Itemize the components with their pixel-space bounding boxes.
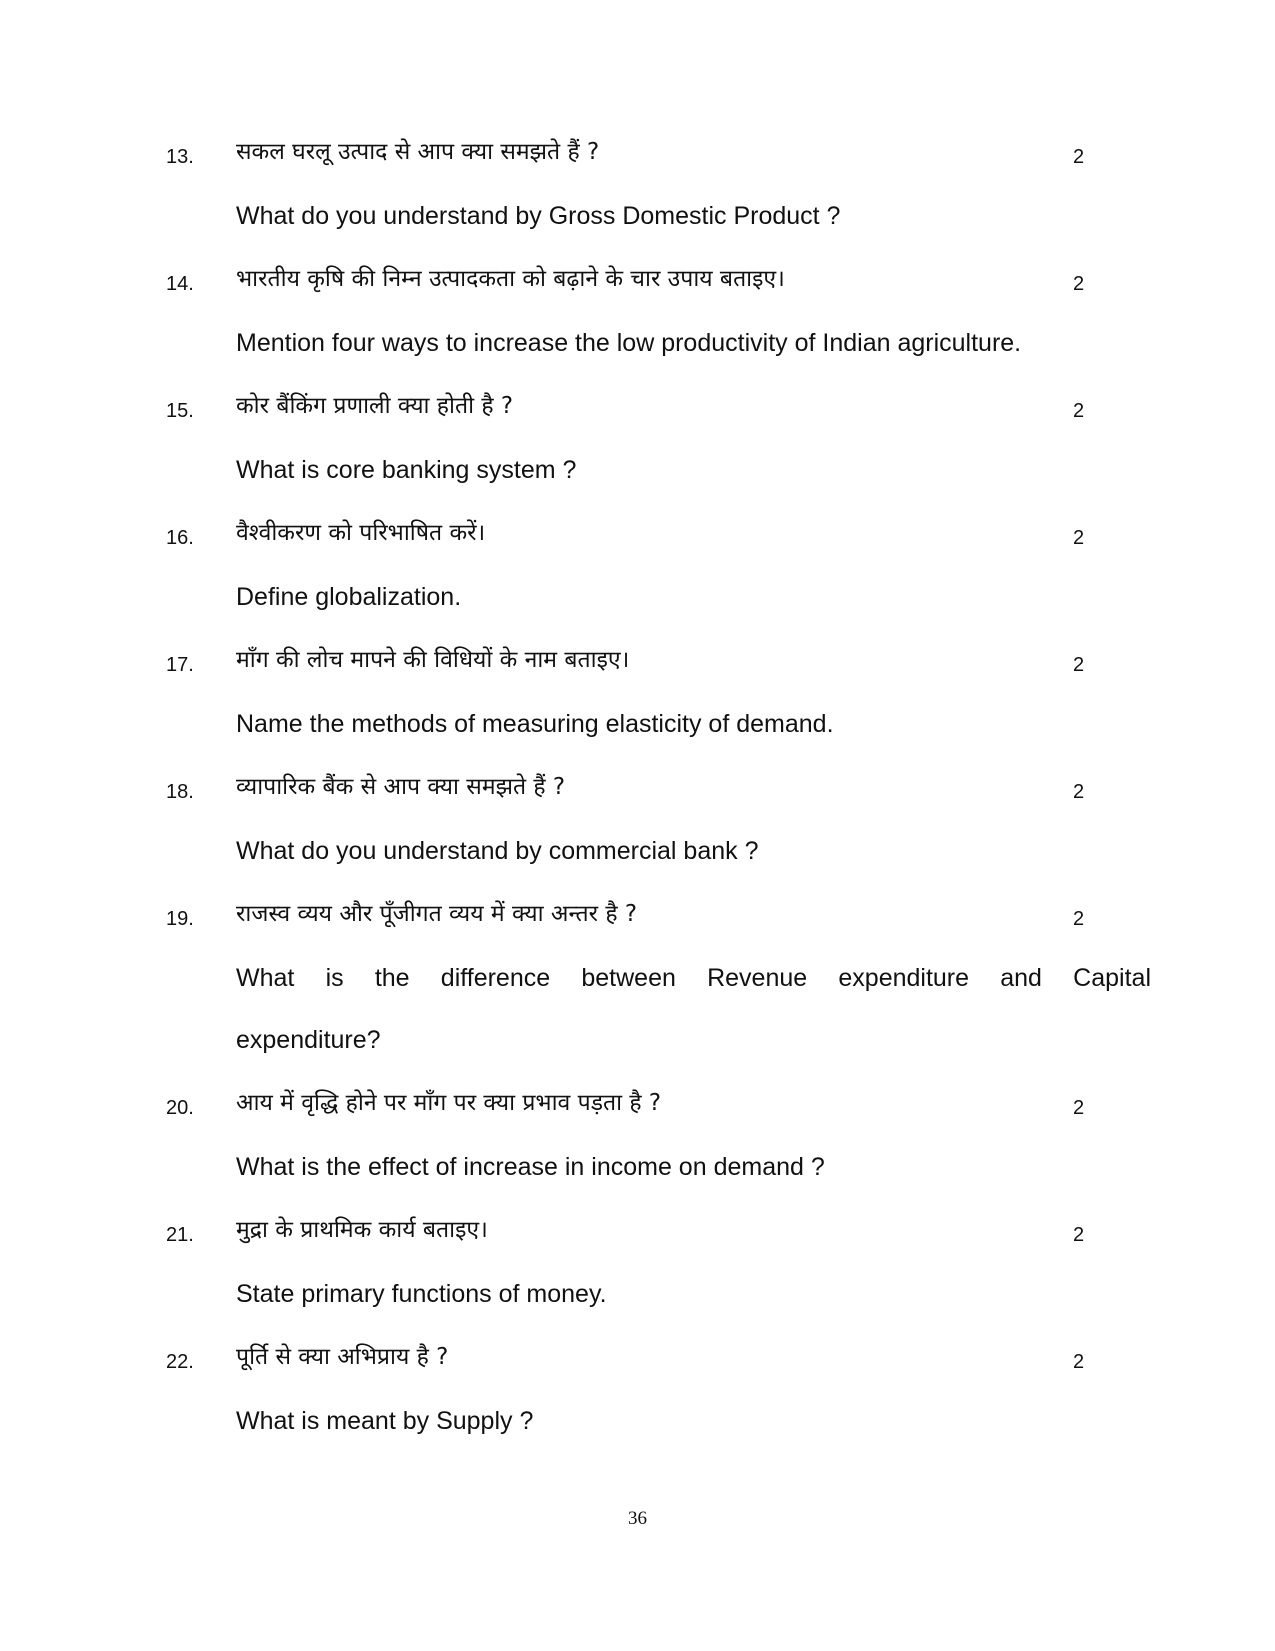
question-number: 21. [166,1224,194,1246]
question-number: 18. [166,781,194,803]
question-text-hindi: आय में वृद्धि होने पर माँग पर क्या प्रभाव पड़ता है ? [236,1090,662,1116]
question-18 [0,772,1275,812]
question-text-hindi: माँग की लोच मापने की विधियों के नाम बताइए। [236,647,630,673]
question-text-english-continued: expenditure? [236,1026,381,1054]
question-text-hindi: मुद्रा के प्राथमिक कार्य बताइए। [236,1217,488,1243]
question-number: 22. [166,1351,194,1373]
question-text-hindi: सकल घरलू उत्पाद से आप क्या समझते हैं ? [236,139,600,165]
question-13 [0,137,1275,177]
page-number: 36 [628,1508,647,1529]
question-marks: 2 [1073,527,1085,549]
question-text-english: What is core banking system ? [236,456,577,484]
question-number: 19. [166,908,194,930]
question-marks: 2 [1073,1224,1085,1246]
question-text-english: What do you understand by Gross Domestic Product ? [236,202,841,230]
question-marks: 2 [1073,908,1085,930]
question-20 [0,1088,1275,1128]
question-number: 15. [166,400,194,422]
question-19 [0,899,1275,939]
question-number: 20. [166,1097,194,1119]
question-text-english: State primary functions of money. [236,1280,607,1308]
question-17 [0,645,1275,685]
question-number: 17. [166,654,194,676]
question-marks: 2 [1073,400,1085,422]
question-text-hindi: व्यापारिक बैंक से आप क्या समझते हैं ? [236,774,566,800]
question-number: 13. [166,146,194,168]
question-text-hindi: राजस्व व्यय और पूँजीगत व्यय में क्या अन्तर है ? [236,901,638,927]
question-text-english: What do you understand by commercial bank ? [236,837,759,865]
question-text-hindi: कोर बैंकिंग प्रणाली क्या होती है ? [236,393,514,419]
question-21 [0,1215,1275,1255]
question-text-hindi: पूर्ति से क्या अभिप्राय है ? [236,1344,449,1370]
question-marks: 2 [1073,146,1085,168]
question-text-hindi: वैश्वीकरण को परिभाषित करें। [236,520,486,546]
question-14 [0,264,1275,304]
question-text-hindi: भारतीय कृषि की निम्न उत्पादकता को बढ़ाने के चार उपाय बताइए। [236,266,785,292]
question-marks: 2 [1073,1097,1085,1119]
question-16 [0,518,1275,558]
question-text-english: Define globalization. [236,583,462,611]
question-number: 16. [166,527,194,549]
question-text-english: What is the difference between Revenue expenditure and Capital [236,964,1151,992]
question-text-english: Name the methods of measuring elasticity of demand. [236,710,834,738]
question-number: 14. [166,273,194,295]
question-22 [0,1342,1275,1382]
question-marks: 2 [1073,273,1085,295]
question-marks: 2 [1073,654,1085,676]
question-marks: 2 [1073,781,1085,803]
question-15 [0,391,1275,431]
question-text-english: What is meant by Supply ? [236,1407,534,1435]
question-marks: 2 [1073,1351,1085,1373]
question-text-english: What is the effect of increase in income on demand ? [236,1153,825,1181]
question-text-english: Mention four ways to increase the low productivity of Indian agriculture. [236,329,1022,357]
